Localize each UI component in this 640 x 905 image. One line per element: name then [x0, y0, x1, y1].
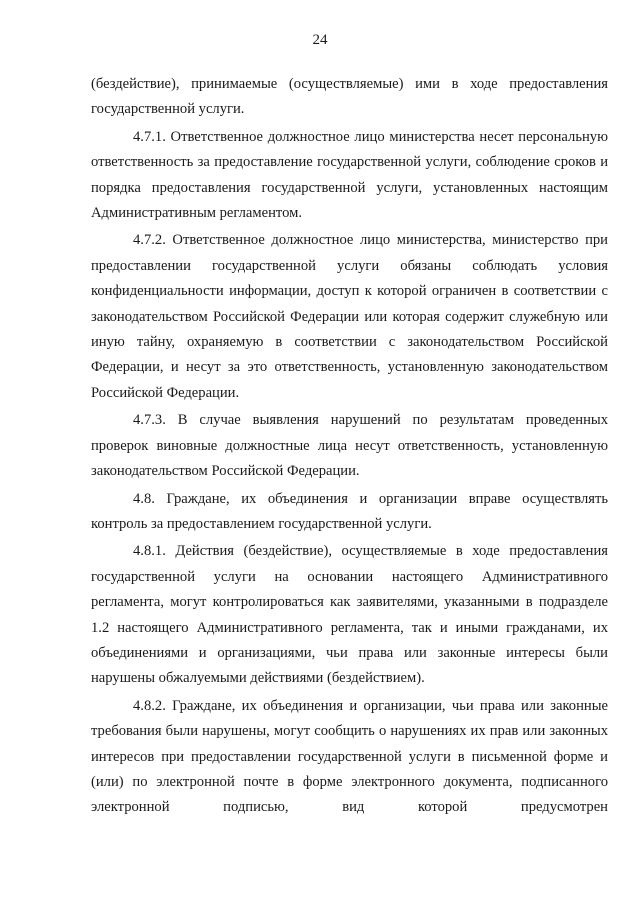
paragraph-4-7-1: 4.7.1. Ответственное должностное лицо министерства несет персональную ответственность за предоставление государственной услуги, соблюдение сроков и порядка предоставления государственной услуги, установленных настоящим Административным регламентом.	[91, 128, 608, 222]
page-number: 24	[312, 32, 328, 48]
paragraph-4-8-1: 4.8.1. Действия (бездействие), осуществляемые в ходе предоставления государственной услуги на основании настоящего Административного регламента, могут контролироваться как заявителями, указанными в подразделе 1.2 настоящего Административного регламента, так и иными гражданами, их объединениями и организациями, чьи права или законные интересы были нарушены обжалуемыми действиями (бездействием).	[91, 543, 608, 687]
document-body	[91, 72, 608, 823]
paragraph-4-7-3: 4.7.3. В случае выявления нарушений по результатам проведенных проверок виновные должностные лица несут ответственность, установленную законодательством Российской Федерации.	[91, 412, 608, 480]
paragraph-continuation: (бездействие), принимаемые (осуществляемые) ими в ходе предоставления государственной услуги.	[91, 76, 608, 118]
paragraph-4-8: 4.8. Граждане, их объединения и организации вправе осуществлять контроль за предоставлением государственной услуги.	[91, 490, 608, 532]
paragraph-4-8-2: 4.8.2. Граждане, их объединения и организации, чьи права или законные требования были нарушены, могут сообщить о нарушениях их прав или законных интересов при предоставлении государственной услуги в письменной форме и (или) по электронной почте в форме электронного документа, подписанного электронной подписью, вид которой предусмотрен	[91, 697, 608, 816]
paragraph-4-7-2: 4.7.2. Ответственное должностное лицо министерства, министерство при предоставлении государственной услуги обязаны соблюдать условия конфиденциальности информации, доступ к которой ограничен в соответствии с законодательством Российской Федерации или которая содержит служебную или иную тайну, охраняемую в соответствии с законодательством Российской Федерации, и несут за это ответственность, установленную законодательством Российской Федерации.	[91, 232, 608, 401]
